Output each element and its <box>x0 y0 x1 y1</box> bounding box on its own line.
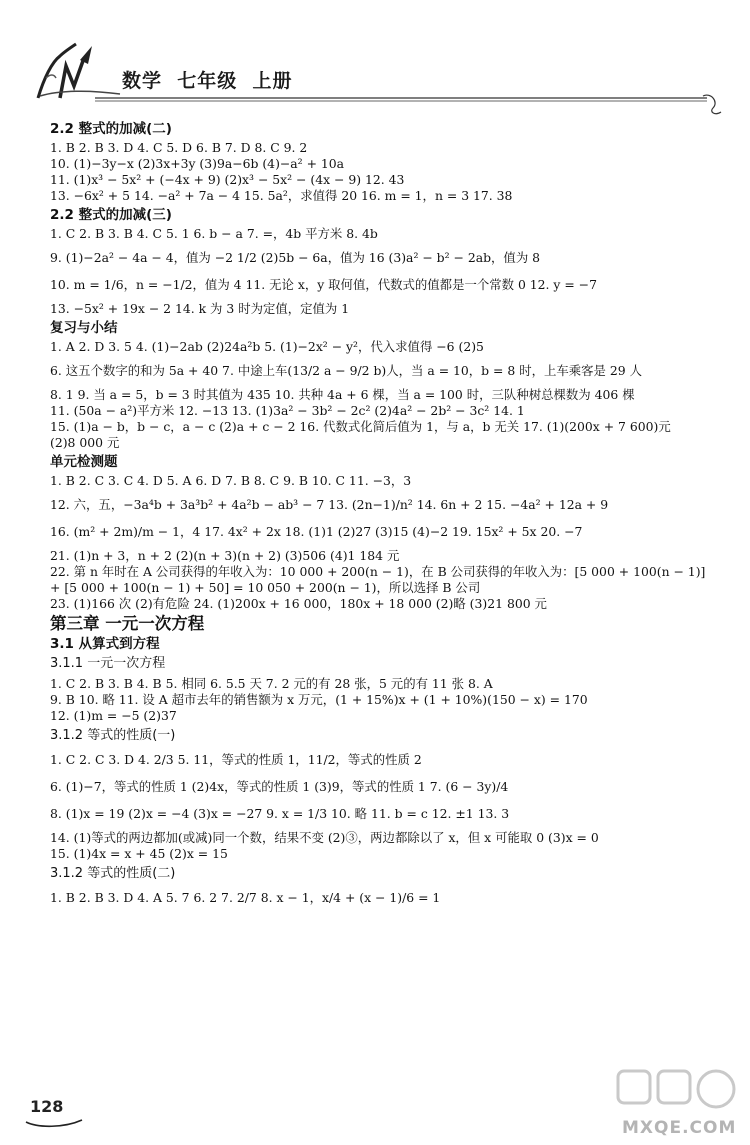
answer-line: 9. B 10. 略 11. 设 A 超市去年的销售额为 x 万元，(1 + 15%)x + (1 + 10%)(150 − x) = 170 <box>50 692 588 707</box>
section-heading: 3.1 从算式到方程 <box>50 636 160 652</box>
answer-line: 13. −6x² + 5 14. −a² + 7a − 4 15. 5a²，求值得 20 16. m = 1，n = 3 17. 38 <box>50 188 513 203</box>
answer-line: 9. (1)−2a² − 4a − 4，值为 −2 1/2 (2)5b − 6a，值为 16 (3)a² − b² − 2ab，值为 8 <box>50 250 541 265</box>
answer-line: 15. (1)4x = x + 45 (2)x = 15 <box>50 846 228 861</box>
answer-line: 21. (1)n + 3，n + 2 (2)(n + 3)(n + 2) (3)506 (4)1 184 元 <box>50 548 400 563</box>
answer-line: 1. C 2. B 3. B 4. C 5. 1 6. b − a 7. =，4b 平方米 8. 4b <box>50 226 378 241</box>
section-heading: 复习与小结 <box>50 320 118 336</box>
page-number: 128 <box>30 1097 64 1116</box>
answer-line: 12. (1)m = −5 (2)37 <box>50 708 177 723</box>
chapter-heading: 第三章 一元一次方程 <box>50 614 205 633</box>
watermark-text: MXQE.COM <box>622 1118 737 1138</box>
book-title: 数学 七年级 上册 <box>122 70 293 92</box>
answer-line: 11. (50a − a²)平方米 12. −13 13. (1)3a² − 3b² − 2c² (2)4a² − 2b² − 3c² 14. 1 <box>50 403 525 418</box>
answer-line: 14. (1)等式的两边都加(或减)同一个数，结果不变 (2)③，两边都除以了 x，但 x 可能取 0 (3)x = 0 <box>50 830 599 845</box>
answer-line: 10. (1)−3y−x (2)3x+3y (3)9a−6b (4)−a² + 10a <box>50 156 345 171</box>
answer-line: (2)8 000 元 <box>50 435 120 450</box>
answer-line: 10. m = 1/6，n = −1/2，值为 4 11. 无论 x，y 取何值，代数式的值都是一个常数 0 12. y = −7 <box>50 277 597 292</box>
section-heading: 2.2 整式的加减(二) <box>50 121 172 137</box>
answer-line: 1. C 2. B 3. B 4. B 5. 相同 6. 5.5 天 7. 2 元的有 28 张，5 元的有 11 张 8. A <box>50 676 493 691</box>
header-rule <box>95 94 725 118</box>
answer-line: 1. B 2. C 3. C 4. D 5. A 6. D 7. B 8. C 9. B 10. C 11. −3，3 <box>50 473 412 488</box>
answer-line: 1. B 2. B 3. D 4. A 5. 7 6. 2 7. 2/7 8. x − 1，x/4 + (x − 1)/6 = 1 <box>50 890 441 905</box>
answer-line: 13. −5x² + 19x − 2 14. k 为 3 时为定值，定值为 1 <box>50 301 350 316</box>
answer-line: 1. A 2. D 3. 5 4. (1)−2ab (2)24a²b 5. (1)−2x² − y²，代入求值得 −6 (2)5 <box>50 339 484 354</box>
answer-line: 6. (1)−7，等式的性质 1 (2)4x，等式的性质 1 (3)9，等式的性质 1 7. (6 − 3y)/4 <box>50 779 509 794</box>
answer-line: 8. (1)x = 19 (2)x = −4 (3)x = −27 9. x = 1/3 10. 略 11. b = c 12. ±1 13. 3 <box>50 806 510 821</box>
subsection-heading: 3.1.2 等式的性质(二) <box>50 866 176 881</box>
answer-content <box>50 118 710 914</box>
answer-line: 1. B 2. B 3. D 4. C 5. D 6. B 7. D 8. C 9. 2 <box>50 140 308 155</box>
subsection-heading: 3.1.2 等式的性质(一) <box>50 728 176 743</box>
answer-line: 6. 这五个数字的和为 5a + 40 7. 中途上车(13/2 a − 9/2 b)人，当 a = 10，b = 8 时，上车乘客是 29 人 <box>50 363 642 378</box>
answer-line: 1. C 2. C 3. D 4. 2/3 5. 11，等式的性质 1，11/2，等式的性质 2 <box>50 752 422 767</box>
answer-line: 22. 第 n 年时在 A 公司获得的年收入为：10 000 + 200(n − 1)，在 B 公司获得的年收入为：[5 000 + 100(n − 1)] <box>50 564 706 579</box>
answer-line: + [5 000 + 100(n − 1) + 50] = 10 050 + 200(n − 1)，所以选择 B 公司 <box>50 580 481 595</box>
subsection-heading: 3.1.1 一元一次方程 <box>50 656 166 671</box>
answer-line: 23. (1)166 次 (2)有危险 24. (1)200x + 16 000，180x + 18 000 (2)略 (3)21 800 元 <box>50 596 547 611</box>
page-header <box>0 0 750 125</box>
section-heading: 单元检测题 <box>50 454 118 470</box>
answer-line: 15. (1)a − b，b − c，a − c (2)a + c − 2 16. 代数式化简后值为 1，与 a，b 无关 17. (1)(200x + 7 600)元 <box>50 419 671 434</box>
answer-line: 8. 1 9. 当 a = 5，b = 3 时其值为 435 10. 共种 4a + 6 棵，当 a = 100 时，三队种树总棵数为 406 棵 <box>50 387 635 402</box>
answer-line: 12. 六，五，−3a⁴b + 3a³b² + 4a²b − ab³ − 7 13. (2n−1)/n² 14. 6n + 2 15. −4a² + 12a + 9 <box>50 497 609 512</box>
answer-line: 16. (m² + 2m)/m − 1，4 17. 4x² + 2x 18. (1)1 (2)27 (3)15 (4)−2 19. 15x² + 5x 20. −7 <box>50 524 583 539</box>
section-heading: 2.2 整式的加减(三) <box>50 207 172 223</box>
answer-line: 11. (1)x³ − 5x² + (−4x + 9) (2)x³ − 5x² − (4x − 9) 12. 43 <box>50 172 405 187</box>
